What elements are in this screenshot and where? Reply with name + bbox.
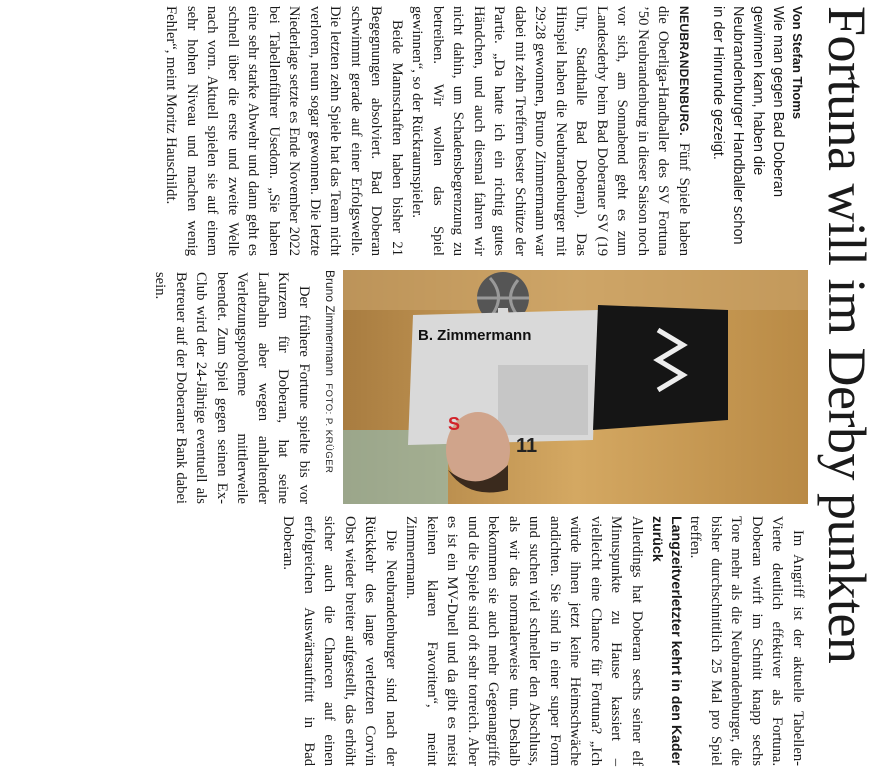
shorts — [593, 305, 728, 430]
dateline: NEUBRANDENBURG. — [677, 6, 691, 137]
sleeve — [498, 308, 508, 318]
caption-name: Bruno Zimmermann — [323, 270, 337, 377]
paragraph-4: Im Angriff ist der aktuelle Tabellen-Vierte deutlich effektiver als Fortuna. Doberan wirft im Schnitt knapp sechs Tore mehr als die Neubrandenburger, die bisher durchschnittlich 25 Mal pro Spiel treffen. — [687, 516, 806, 766]
column-2 — [104, 272, 314, 504]
column-3 — [8, 516, 808, 766]
teaser-text: Wie man gegen Bad Doberan gewinnen kann, haben die Neubrandenburger Handballer schon in der Hinrunde gezeigt. — [710, 6, 786, 245]
jersey-pattern — [498, 365, 588, 435]
paragraph-5: Allerdings hat Doberan sechs seiner elf Minuspunkte zu Hause kassiert – vielleicht eine Chance für Fortuna? „Ich würde ihnen jetzt keine Heimschwäche andichten. Sie sind in einer super Form und suchen viel schneller den Abschluss, als wir das normalerweise tun. Deshalb bekommen sie auch mehr Gegenangriffe und die Spiele sind oft sehr torreich. Aber es ist ein MV-Duell und da gibt es meist keinen klaren Favoriten“, meint Zimmermann. — [403, 516, 645, 766]
paragraph-3: Der frühere Fortune spielte bis vor Kurzem für Doberan, hat seine Laufbahn aber wegen anhaltender Verletzungsprobleme mittlerweile beendet. Zum Spiel gegen seinen Ex-Club wird der 24-Jährige eventuell als Betreuer auf der Doberaner Bank dabei sein. — [152, 272, 312, 504]
photo-caption — [320, 270, 340, 504]
headline: Fortuna will im Derby punkten — [817, 6, 877, 664]
paragraph-2: Beide Mannschaften haben bisher 21 Begegnungen absolviert. Bad Doberan schwimmt gerade auf einer Erfolgswelle. Die letzten zehn Spiele hat das Team nicht verloren, neun sogar gewonnen. Die letzte Niederlage setzte es Ende November 2022 bei Tabellenführer Usedom. „Sie haben eine sehr starke Abwehr und dann geht es schnell über die erste und zweite Welle nach vorn. Aktuell spielen sie auf einem sehr hohen Niveau und machen wenig Fehler“, meint Moritz Hauschildt. — [163, 6, 405, 256]
column-1 — [106, 6, 806, 256]
byline: Von Stefan Thoms — [790, 6, 805, 120]
photo-credit: FOTO: P. KRÜGER — [323, 383, 334, 474]
photo-illustration — [343, 270, 808, 504]
jersey-number: 11 — [516, 435, 538, 457]
player-photo — [343, 270, 808, 504]
subheading: Langzeitverletzter kehrt in den Kader zurück — [649, 516, 684, 766]
sponsor-logo: S — [448, 414, 461, 434]
hall-wall — [343, 270, 808, 310]
jersey-name: B. Zimmermann — [418, 327, 532, 344]
paragraph-1-text: Fünf Spiele haben die Oberliga-Handballer des SV Fortuna ’50 Neubrandenburg in dieser Saison noch vor sich, am Sonnabend geht es zum Landesderby beim Bad Doberaner SV (19 Uhr, Stadthalle Bad Doberan). Das Hinspiel haben die Neubrandenburger mit 29:28 gewonnen, Bruno Zimmermann war dabei mit zehn Treffern bester Schütze der Partie. „Da hatte ich ein richtig gutes Händchen, und auch diesmal fahren wir nicht dahin, um Schadensbegrenzung zu betreiben. Wir wollen das Spiel gewinnen“, so der Rückraumspieler. — [409, 6, 692, 256]
paragraph-1 — [407, 6, 694, 256]
paragraph-6: Die Neubrandenburger sind nach der Rückkehr des lange verletzten Corvin Obst wieder breiter aufgestellt, das erhöht sicher auch die Chancen auf einen erfolgreichen Auswärtsauftritt in Bad Doberan. — [280, 516, 399, 766]
